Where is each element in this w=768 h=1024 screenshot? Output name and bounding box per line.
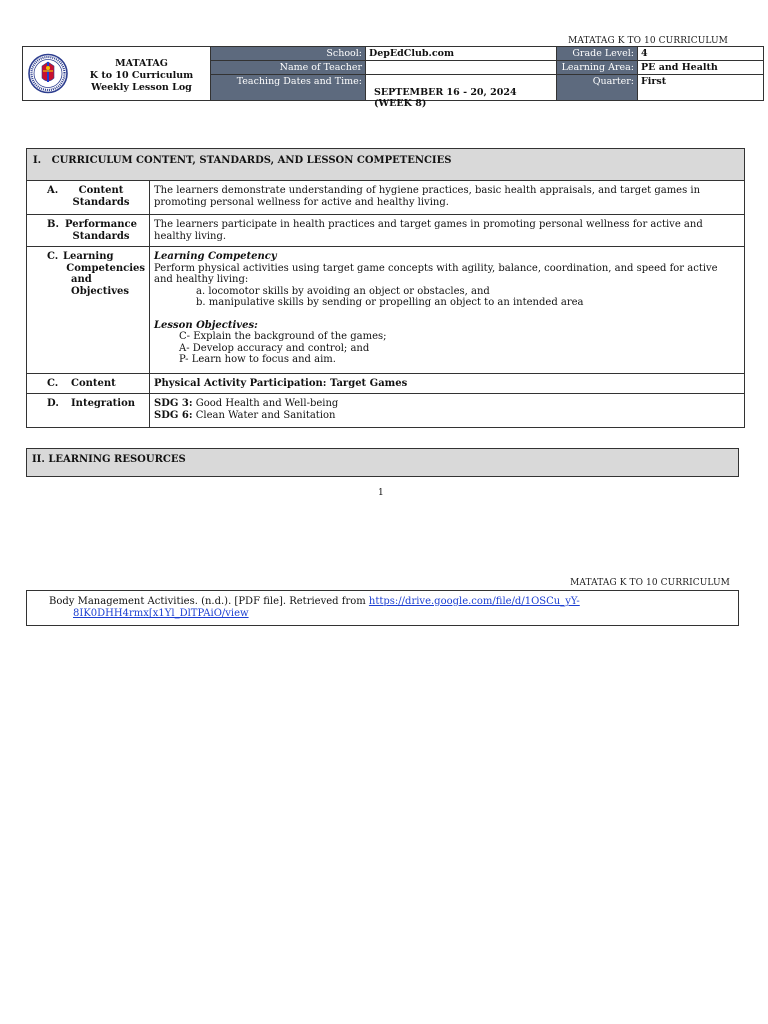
performance-standards-label: B. Performance Standards [27,215,150,246]
sdg3-line: SDG 3: Good Health and Well-being [154,398,339,409]
objective-item: P- Learn how to focus and aim. [179,354,336,365]
learning-area-label: Learning Area: [556,61,637,74]
teacher-value [365,61,556,74]
quarter-label: Quarter: [556,75,637,100]
curriculum-label: MATATAG K TO 10 CURRICULUM [568,36,728,46]
curriculum-label-page-2: MATATAG K TO 10 CURRICULUM [570,578,730,588]
reference-link-continued[interactable]: 8IK0DHH4rmx[x1Yl_DlTPAiO/view [73,608,249,619]
learning-area-value: PE and Health [637,61,763,74]
integration-row [27,394,744,427]
performance-standards-text: The learners participate in health practices and target games in promoting personal wellness for active and healthy living. [154,219,703,242]
section-2-heading: II. LEARNING RESOURCES [26,448,739,477]
section-1-heading [27,149,744,181]
school-value: DepEdClub.com [365,47,556,60]
section-1-title: CURRICULUM CONTENT, STANDARDS, AND LESSON COMPETENCIES [51,155,452,166]
curriculum-section-table [26,148,745,428]
competency-item: b. manipulative skills by sending or propelling an object to an intended area [196,297,584,308]
teaching-dates-value: SEPTEMBER 16 - 20, 2024 (WEEK 8) [365,75,556,100]
teacher-label: Name of Teacher [210,61,365,74]
integration-label: D. Integration [27,394,150,427]
content-row [27,374,744,394]
grade-level-label: Grade Level: [556,47,637,60]
title-line-2: K to 10 Curriculum [89,70,194,81]
content-standards-label: A. Content Standards [27,181,150,214]
reference-text: Body Management Activities. (n.d.). [PDF file]. Retrieved from [49,596,366,607]
content-text: Physical Activity Participation: Target Games [154,378,408,389]
competency-text: Perform physical activities using target game concepts with agility, balance, coordination, and speed for active and healthy living: [154,262,718,285]
reference-link[interactable]: https://drive.google.com/file/d/1OSCu_yY- [368,596,580,607]
performance-standards-row [27,215,744,247]
lesson-log-header [22,46,764,109]
content-standards-text: The learners demonstrate understanding of hygiene practices, basic health appraisals, and target games in promoting personal wellness for active and healthy living. [154,185,701,208]
objectives-heading: Lesson Objectives: [154,319,258,331]
teaching-dates-label: Teaching Dates and Time: [210,75,365,100]
log-title [73,47,210,100]
deped-seal-logo [23,47,73,100]
objective-item: A- Develop accuracy and control; and [179,342,370,354]
competencies-row [27,247,744,374]
reference-line-1 [49,596,738,608]
sdg6-line: SDG 6: Clean Water and Sanitation [154,409,336,421]
competency-item: a. locomotor skills by avoiding an object or obstacles, and [196,285,490,297]
competency-heading: Learning Competency [154,251,277,262]
school-label: School: [210,47,365,60]
reference-box [26,590,739,626]
page-number: 1 [378,488,384,498]
section-1-numeral: I. [33,155,42,166]
content-standards-row [27,181,744,215]
competencies-label: C. Learning Competencies and Objectives [27,247,150,373]
quarter-value: First [637,75,763,100]
header-info-grid [210,47,763,109]
integration-content [150,394,744,427]
reference-line-2 [49,608,738,620]
title-line-1: MATATAG [115,58,168,69]
content-label: C. Content [27,374,150,393]
competencies-content [150,247,744,373]
grade-level-value: 4 [637,47,763,60]
title-line-3: Weekly Lesson Log [91,82,192,93]
objective-item: C- Explain the background of the games; [179,331,387,342]
